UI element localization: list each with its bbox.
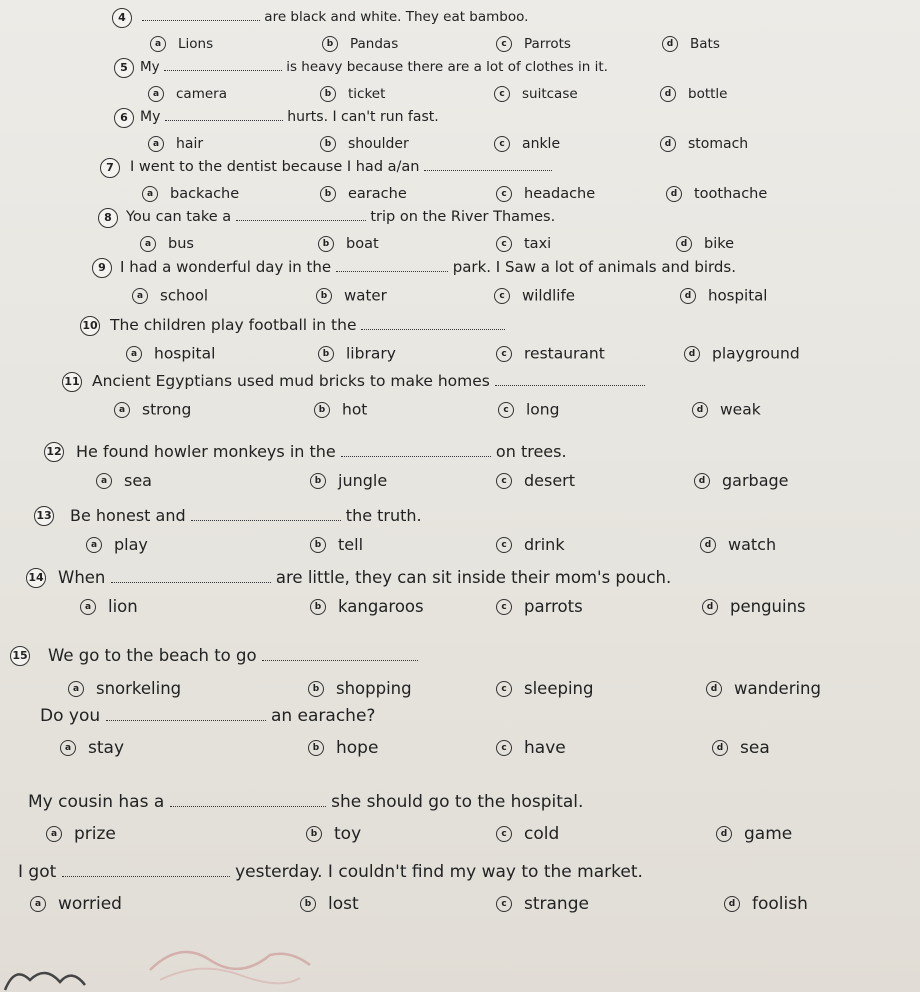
option-label: camera: [176, 86, 227, 102]
question-number: 13: [34, 506, 54, 526]
question-text: [120, 258, 736, 276]
option-b[interactable]: [320, 136, 409, 152]
option-label: strange: [524, 894, 589, 914]
option-b[interactable]: [310, 596, 424, 616]
option-letter-circle: c: [494, 288, 510, 304]
option-letter-circle: d: [660, 86, 676, 102]
option-d[interactable]: [662, 36, 720, 52]
question-text-before: We go to the beach to go: [48, 646, 262, 665]
option-b[interactable]: [306, 824, 361, 844]
answer-blank[interactable]: [164, 58, 282, 71]
question-4: [0, 6, 920, 52]
option-d[interactable]: [666, 186, 767, 202]
answer-blank[interactable]: [236, 208, 366, 221]
question-number: 4: [112, 8, 132, 28]
option-d[interactable]: [700, 534, 776, 554]
question-text: [110, 316, 505, 334]
option-d[interactable]: [724, 894, 808, 914]
option-letter-circle: d: [700, 537, 716, 553]
option-letter-circle: d: [724, 896, 740, 912]
option-letter-circle: b: [310, 599, 326, 615]
option-letter-circle: d: [712, 740, 728, 756]
question-text: [140, 58, 608, 75]
option-b[interactable]: [316, 286, 387, 305]
question-text: [126, 208, 555, 225]
answer-blank[interactable]: [341, 444, 491, 457]
question-text-before: My: [140, 59, 164, 75]
option-letter-circle: d: [662, 36, 678, 52]
option-label: earache: [348, 186, 407, 202]
question-5: [0, 56, 920, 102]
option-c[interactable]: [496, 824, 559, 844]
option-letter-circle: c: [496, 473, 512, 489]
option-label: long: [526, 400, 560, 419]
question-text-before: My cousin has a: [28, 792, 170, 812]
question-6: [0, 106, 920, 152]
option-label: foolish: [752, 894, 808, 914]
option-label: hospital: [154, 344, 216, 363]
question-number: 7: [100, 158, 120, 178]
question-11: [0, 370, 920, 419]
option-label: toy: [334, 824, 362, 844]
option-letter-circle: a: [142, 186, 158, 202]
option-letter-circle: a: [96, 473, 112, 489]
option-label: stomach: [688, 136, 749, 152]
option-letter-circle: b: [320, 136, 336, 152]
question-text-before: I had a wonderful day in the: [120, 258, 336, 276]
question-number: 6: [114, 108, 134, 128]
option-letter-circle: d: [692, 402, 708, 418]
option-label: Pandas: [350, 36, 399, 52]
option-letter-circle: b: [322, 36, 338, 52]
question-text-before: Be honest and: [70, 506, 191, 525]
option-label: strong: [142, 400, 192, 419]
question-text-before: I went to the dentist because I had a/an: [130, 159, 425, 175]
option-label: headache: [524, 186, 596, 202]
question-text-before: He found howler monkeys in the: [76, 442, 341, 461]
option-letter-circle: c: [494, 136, 510, 152]
option-letter-circle: b: [310, 537, 326, 553]
option-label: hospital: [708, 286, 768, 305]
option-letter-circle: c: [494, 86, 510, 102]
question-text: [130, 158, 552, 175]
option-label: bottle: [688, 86, 728, 102]
option-letter-circle: b: [310, 473, 326, 489]
option-letter-circle: c: [496, 36, 512, 52]
option-letter-circle: d: [666, 186, 682, 202]
question-number: 14: [26, 568, 46, 588]
option-d[interactable]: [680, 286, 767, 305]
question-text-after: she should go to the hospital.: [325, 792, 584, 812]
option-label: Parrots: [524, 36, 571, 52]
option-label: sleeping: [524, 679, 594, 698]
option-letter-circle: c: [496, 236, 512, 252]
option-d[interactable]: [702, 596, 806, 616]
question-text: [92, 372, 645, 390]
question-text-after: on trees.: [490, 442, 567, 461]
option-letter-circle: c: [496, 186, 512, 202]
option-c[interactable]: [496, 678, 593, 698]
option-letter-circle: a: [150, 36, 166, 52]
option-c[interactable]: [496, 470, 575, 490]
question-text-after: an earache?: [265, 706, 376, 726]
option-a[interactable]: [142, 186, 239, 202]
option-label: play: [114, 535, 148, 554]
option-b[interactable]: [300, 894, 359, 914]
answer-blank[interactable]: [191, 508, 341, 521]
option-d[interactable]: [706, 678, 821, 698]
option-letter-circle: d: [706, 681, 722, 697]
page-corner-marks: [0, 960, 90, 992]
answer-blank[interactable]: [336, 259, 448, 272]
answer-blank[interactable]: [170, 794, 326, 807]
question-text-before: The children play football in the: [110, 316, 362, 334]
option-label: stay: [88, 738, 125, 758]
option-letter-circle: a: [46, 826, 62, 842]
question-9: [0, 256, 920, 305]
option-c[interactable]: [496, 344, 605, 363]
option-a[interactable]: [114, 400, 191, 419]
question-text: [142, 8, 528, 25]
option-letter-circle: c: [496, 346, 512, 362]
option-letter-circle: a: [148, 86, 164, 102]
option-letter-circle: a: [114, 402, 130, 418]
question-13: [0, 504, 920, 554]
option-label: parrots: [524, 597, 583, 616]
question-number: 15: [10, 646, 30, 666]
option-b[interactable]: [318, 344, 396, 363]
option-letter-circle: b: [308, 681, 324, 697]
option-label: have: [524, 738, 566, 758]
option-a[interactable]: [150, 36, 213, 52]
option-label: taxi: [524, 236, 552, 252]
option-a[interactable]: [148, 86, 227, 102]
answer-blank[interactable]: [495, 373, 645, 386]
option-b[interactable]: [322, 36, 398, 52]
question-text-after: yesterday. I couldn't find my way to the market.: [229, 862, 643, 882]
option-label: water: [344, 286, 387, 305]
question-item-13: [0, 704, 920, 758]
option-label: worried: [58, 894, 122, 914]
option-letter-circle: a: [80, 599, 96, 615]
option-a[interactable]: [46, 824, 116, 844]
option-letter-circle: b: [306, 826, 322, 842]
question-text: [70, 506, 422, 525]
option-b[interactable]: [308, 678, 412, 698]
option-label: Lions: [178, 36, 214, 52]
option-d[interactable]: [716, 824, 792, 844]
answer-blank[interactable]: [262, 648, 418, 661]
question-text-before: Do you: [40, 706, 106, 726]
option-a[interactable]: [80, 596, 138, 616]
answer-blank[interactable]: [62, 864, 230, 877]
option-label: tell: [338, 535, 364, 554]
option-label: bus: [168, 236, 194, 252]
option-c[interactable]: [496, 186, 595, 202]
option-c[interactable]: [494, 136, 560, 152]
answer-blank[interactable]: [111, 570, 271, 583]
question-text-after: hurts. I can't run fast.: [282, 109, 439, 125]
question-number: 10: [80, 316, 100, 336]
option-label: hot: [342, 400, 368, 419]
option-label: boat: [346, 236, 379, 252]
option-a[interactable]: [132, 286, 208, 305]
option-label: school: [160, 286, 209, 305]
option-letter-circle: d: [694, 473, 710, 489]
option-label: game: [744, 824, 793, 844]
option-c[interactable]: [496, 236, 551, 252]
option-letter-circle: b: [318, 236, 334, 252]
option-letter-circle: a: [60, 740, 76, 756]
option-letter-circle: a: [86, 537, 102, 553]
option-letter-circle: a: [126, 346, 142, 362]
red-pen-scribble: [140, 930, 320, 990]
question-text-after: are black and white. They eat bamboo.: [260, 9, 529, 25]
option-label: sea: [740, 738, 770, 758]
question-number: 9: [92, 258, 112, 278]
option-letter-circle: d: [684, 346, 700, 362]
answer-blank[interactable]: [361, 317, 505, 330]
option-label: bike: [704, 236, 735, 252]
option-b[interactable]: [310, 470, 387, 490]
option-label: lost: [328, 894, 359, 914]
option-label: hair: [176, 136, 204, 152]
option-d[interactable]: [660, 136, 748, 152]
option-label: playground: [712, 344, 800, 363]
option-label: hope: [336, 738, 379, 758]
option-label: ticket: [348, 86, 386, 102]
option-a[interactable]: [126, 344, 215, 363]
question-text: [58, 568, 671, 587]
option-letter-circle: c: [496, 826, 512, 842]
question-text-after: park. I Saw a lot of animals and birds.: [447, 258, 737, 276]
option-letter-circle: a: [68, 681, 84, 697]
option-label: weak: [720, 400, 761, 419]
option-b[interactable]: [318, 236, 379, 252]
option-letter-circle: b: [314, 402, 330, 418]
option-letter-circle: a: [148, 136, 164, 152]
option-a[interactable]: [148, 136, 203, 152]
option-letter-circle: c: [496, 537, 512, 553]
option-letter-circle: c: [496, 599, 512, 615]
option-label: desert: [524, 471, 576, 490]
question-text-after: the truth.: [340, 506, 422, 525]
option-letter-circle: d: [676, 236, 692, 252]
question-text-before: Ancient Egyptians used mud bricks to make homes: [92, 372, 495, 390]
option-label: shoulder: [348, 136, 409, 152]
option-letter-circle: a: [30, 896, 46, 912]
option-a[interactable]: [86, 534, 148, 554]
option-label: kangaroos: [338, 597, 424, 616]
question-text: [18, 862, 643, 882]
question-text: [48, 646, 418, 665]
option-c[interactable]: [494, 286, 575, 305]
option-c[interactable]: [494, 86, 578, 102]
question-12: [0, 440, 920, 490]
question-text-after: are little, they can sit inside their mom's pouch.: [270, 568, 672, 587]
option-label: wandering: [734, 679, 821, 698]
answer-blank[interactable]: [142, 8, 260, 21]
question-8: [0, 206, 920, 252]
question-item-14: [0, 790, 920, 844]
option-b[interactable]: [308, 738, 378, 758]
option-letter-circle: d: [660, 136, 676, 152]
option-label: cold: [524, 824, 560, 844]
question-text: [76, 442, 567, 461]
option-d[interactable]: [712, 738, 770, 758]
question-text-before: I got: [18, 862, 62, 882]
option-d[interactable]: [684, 344, 800, 363]
option-label: shopping: [336, 679, 412, 698]
option-a[interactable]: [60, 738, 124, 758]
option-letter-circle: a: [132, 288, 148, 304]
option-letter-circle: b: [316, 288, 332, 304]
option-label: garbage: [722, 471, 789, 490]
option-label: sea: [124, 471, 152, 490]
option-label: suitcase: [522, 86, 578, 102]
question-number: 11: [62, 372, 82, 392]
option-c[interactable]: [496, 738, 566, 758]
question-text-before: My: [140, 109, 165, 125]
option-letter-circle: b: [320, 86, 336, 102]
option-label: drink: [524, 535, 565, 554]
option-b[interactable]: [320, 86, 385, 102]
option-b[interactable]: [310, 534, 363, 554]
option-letter-circle: b: [318, 346, 334, 362]
question-15: [0, 644, 920, 698]
option-label: library: [346, 344, 396, 363]
option-d[interactable]: [692, 400, 761, 419]
option-d[interactable]: [694, 470, 789, 490]
question-number: 12: [44, 442, 64, 462]
question-text: [140, 108, 439, 125]
option-label: prize: [74, 824, 116, 844]
option-a[interactable]: [30, 894, 122, 914]
option-d[interactable]: [660, 86, 727, 102]
option-label: penguins: [730, 597, 806, 616]
option-label: snorkeling: [96, 679, 182, 698]
question-text-before: You can take a: [126, 209, 236, 225]
option-b[interactable]: [314, 400, 367, 419]
option-d[interactable]: [676, 236, 734, 252]
option-a[interactable]: [96, 470, 152, 490]
option-label: backache: [170, 186, 240, 202]
option-label: toothache: [694, 186, 768, 202]
option-a[interactable]: [140, 236, 194, 252]
answer-blank[interactable]: [106, 708, 266, 721]
option-letter-circle: c: [496, 896, 512, 912]
option-letter-circle: d: [702, 599, 718, 615]
question-text-before: When: [58, 568, 111, 587]
option-letter-circle: b: [320, 186, 336, 202]
question-text: [28, 792, 583, 812]
option-c[interactable]: [498, 400, 559, 419]
option-label: ankle: [522, 136, 561, 152]
option-label: wildlife: [522, 286, 575, 305]
option-c[interactable]: [496, 894, 589, 914]
answer-blank[interactable]: [165, 108, 283, 121]
option-letter-circle: c: [498, 402, 514, 418]
option-c[interactable]: [496, 36, 571, 52]
option-label: jungle: [338, 471, 388, 490]
option-c[interactable]: [496, 534, 565, 554]
option-label: Bats: [690, 36, 720, 52]
option-letter-circle: d: [680, 288, 696, 304]
option-letter-circle: d: [716, 826, 732, 842]
question-text-after: is heavy because there are a lot of clothes in it.: [281, 59, 608, 75]
question-14: [0, 566, 920, 616]
option-label: restaurant: [524, 344, 605, 363]
question-7: [0, 156, 920, 202]
question-10: [0, 314, 920, 363]
option-letter-circle: c: [496, 740, 512, 756]
option-letter-circle: b: [308, 740, 324, 756]
option-label: lion: [108, 597, 138, 616]
question-item-15: [0, 860, 920, 914]
option-c[interactable]: [496, 596, 583, 616]
option-a[interactable]: [68, 678, 181, 698]
option-letter-circle: a: [140, 236, 156, 252]
option-letter-circle: c: [496, 681, 512, 697]
option-label: watch: [728, 535, 777, 554]
question-text: [40, 706, 375, 726]
question-number: 5: [114, 58, 134, 78]
option-b[interactable]: [320, 186, 407, 202]
option-letter-circle: b: [300, 896, 316, 912]
question-text-after: trip on the River Thames.: [365, 209, 556, 225]
answer-blank[interactable]: [424, 158, 552, 171]
question-number: 8: [98, 208, 118, 228]
